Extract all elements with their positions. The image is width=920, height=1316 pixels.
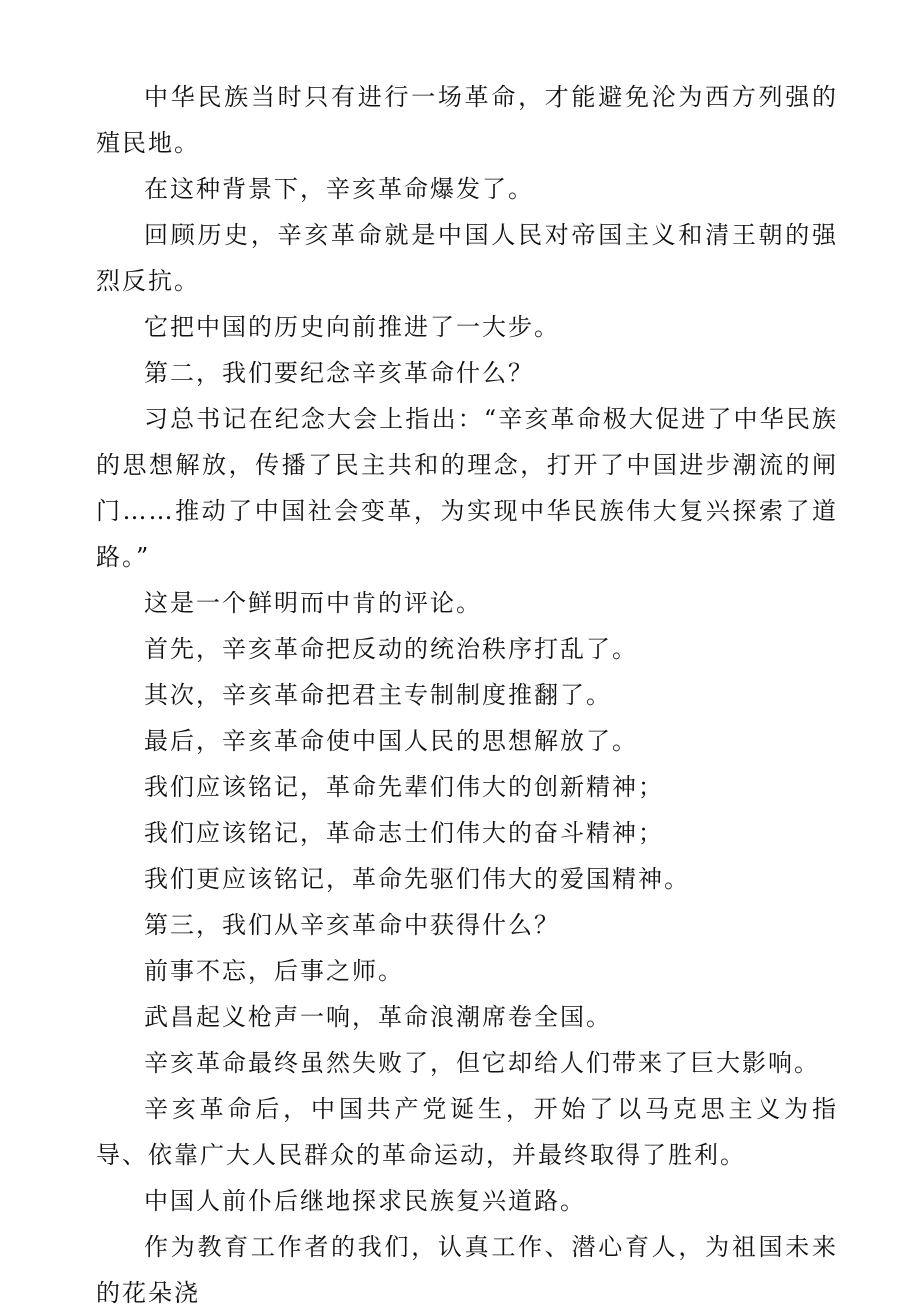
paragraph: 辛亥革命最终虽然失败了，但它却给人们带来了巨大影响。 — [144, 1049, 820, 1077]
paragraph: 我们应该铭记，革命先辈们伟大的创新精神； — [144, 773, 664, 801]
paragraph: 其次，辛亥革命把君主专制制度推翻了。 — [144, 681, 612, 709]
paragraph: 武昌起义枪声一响，革命浪潮席卷全国。 — [144, 1003, 612, 1031]
paragraph: 辛亥革命后，中国共产党诞生，开始了以马克思主义为指导、依靠广大人民群众的革命运动，并最终取得了胜利。 — [96, 1095, 838, 1169]
paragraph: 在这种背景下，辛亥革命爆发了。 — [144, 175, 534, 203]
section-heading-two: 第二，我们要纪念辛亥革命什么？ — [144, 359, 534, 387]
quote-paragraph: 习总书记在纪念大会上指出：“辛亥革命极大促进了中华民族的思想解放，传播了民主共和的理念，打开了中国进步潮流的闸门……推动了中国社会变革，为实现中华民族伟大复兴探索了道路。” — [96, 405, 838, 571]
paragraph: 最后，辛亥革命使中国人民的思想解放了。 — [144, 727, 638, 755]
paragraph: 中国人前仆后继地探求民族复兴道路。 — [144, 1187, 586, 1215]
paragraph: 我们更应该铭记，革命先驱们伟大的爱国精神。 — [144, 865, 690, 893]
paragraph: 我们应该铭记，革命志士们伟大的奋斗精神； — [144, 819, 664, 847]
paragraph: 作为教育工作者的我们，认真工作、潜心育人，为祖国未来的花朵浇 — [96, 1233, 838, 1307]
paragraph: 这是一个鲜明而中肯的评论。 — [144, 589, 482, 617]
paragraph: 它把中国的历史向前推进了一大步。 — [144, 313, 560, 341]
paragraph: 前事不忘，后事之师。 — [144, 957, 404, 985]
paragraph: 回顾历史，辛亥革命就是中国人民对帝国主义和清王朝的强烈反抗。 — [96, 221, 838, 295]
section-heading-three: 第三，我们从辛亥革命中获得什么？ — [144, 911, 560, 939]
paragraph: 中华民族当时只有进行一场革命，才能避免沦为西方列强的殖民地。 — [96, 83, 838, 157]
document-body — [96, 74, 838, 1316]
paragraph: 首先，辛亥革命把反动的统治秩序打乱了。 — [144, 635, 638, 663]
